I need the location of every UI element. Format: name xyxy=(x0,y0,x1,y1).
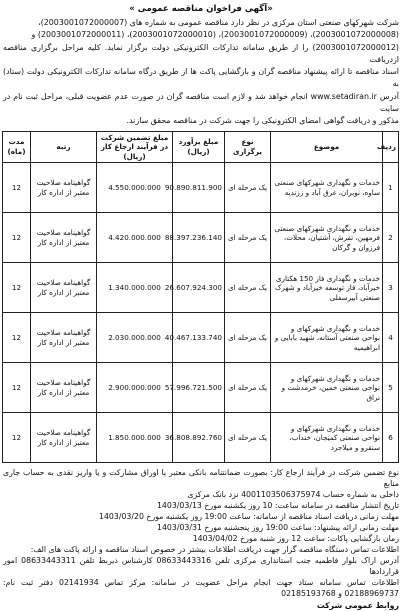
cell-subject: خدمات و نگهداری فاز 150 هکتاری خیرآباد، فاز توسعه خیرآباد و شهرک صنعتی آبیرسفلی xyxy=(271,263,383,313)
header-guarantee: مبلغ تضمین شرکت در فرآیند ارجاع کار (ریال) xyxy=(97,131,173,163)
header-method: نوع برگزاری xyxy=(225,131,271,163)
cell-estimate: 88.397.236.140 xyxy=(173,213,225,263)
note-line: نوع تضمین شرکت در فرآیند ارجاع کار: بصورت ضمانتنامه بانکی معتبر یا اوراق مشارکت و یا واریز نقدی به حساب جاری منابع xyxy=(3,468,399,489)
cell-estimate: 57.996.721.500 xyxy=(173,363,225,413)
cell-rank: گواهینامه صلاحیت معتبر از اداره کار xyxy=(31,413,97,463)
note-line: آدرس اراک بلوار فاطمیه جنب استانداری مرکزی تلفن 08633443316 کارشناس ذیربط تلفن 08633443311 امور قراردادها xyxy=(3,556,399,577)
note-line: داخلی به شماره حساب 4001103506375974 نزد بانک مرکزی xyxy=(187,490,399,500)
cell-row: 2 xyxy=(383,213,399,263)
intro-line: آدرس www.setadiran.ir انجام خواهد شد و لازم است مناقصه گران در صورت عدم عضویت قبلی، مراحل ثبت نام در سایت xyxy=(3,91,399,114)
header-duration: مدت (ماه) xyxy=(3,131,31,163)
header-estimate: مبلغ برآورد (ریال) xyxy=(173,131,225,163)
table-row xyxy=(3,313,399,363)
cell-estimate: 90.890.811.900 xyxy=(173,163,225,213)
note-line: اطلاعات تماس دستگاه مناقصه گزار جهت دریافت اطلاعات بیشتر در خصوص اسناد مناقصه و ارائه پاکت های الف: xyxy=(30,545,399,555)
cell-method: یک مرحله ای xyxy=(225,363,271,413)
cell-row: 3 xyxy=(383,263,399,313)
footer-signature: روابط عمومی شرکت xyxy=(316,601,399,611)
intro-line: (2003001072000008)، (2003001072000009)، (2003001072000010)، (2003001072000011) و xyxy=(31,30,399,40)
intro-line: (2003001072000012) را از طریق سامانه تدارکات الکترونیکی دولت برگزار نماید. کلیه مراحل برگزاری مناقصه ازدریافت xyxy=(3,42,399,64)
cell-method: یک مرحله ای xyxy=(225,413,271,463)
intro-line: مذکور و دریافت گواهی امضای الکترونیکی را جهت شرکت در مناقصه محقق سازند. xyxy=(126,116,399,126)
cell-duration: 12 xyxy=(3,413,31,463)
cell-rank: گواهینامه صلاحیت معتبر از اداره کار xyxy=(31,163,97,213)
cell-rank: گواهینامه صلاحیت معتبر از اداره کار xyxy=(31,263,97,313)
cell-guarantee: 2.030.000.000 xyxy=(97,313,173,363)
cell-guarantee: 1.340.000.000 xyxy=(97,263,173,313)
cell-subject: خدمات و نگهداری شهرکهای صنعتی ساوه، نوبران، غرق آباد و زرندیه xyxy=(271,163,383,213)
cell-duration: 12 xyxy=(3,363,31,413)
header-subject: موضوع xyxy=(271,131,383,163)
cell-subject: خدمات و نگهداری شهرکهای و نواحی صنعتی کمیجان، خنداب، سنقرو و میلاجرد xyxy=(271,413,383,463)
intro-line: شرکت شهرکهای صنعتی استان مرکزی در نظر دارد مناقصه عمومی به شماره های (2003001072000007)، xyxy=(38,18,399,27)
cell-row: 1 xyxy=(383,163,399,213)
cell-method: یک مرحله ای xyxy=(225,213,271,263)
cell-guarantee: 1.850.000.000 xyxy=(97,413,173,463)
cell-subject: خدمات و نگهداری شهرکهای و نواحی صنعتی خمین، خرمدشت و نراق xyxy=(271,363,383,413)
cell-subject: خدمات و نگهداری شهرکهای و نواحی صنعتی آستانه، شهید بابایی و ابراهیمیه xyxy=(271,313,383,363)
cell-duration: 12 xyxy=(3,263,31,313)
cell-subject: خدمات و نگهداری شهرکهای صنعتی فرمهین، تفرش، آشتیان، محلات، فرزوان و گرکان xyxy=(271,213,383,263)
cell-rank: گواهینامه صلاحیت معتبر از اداره کار xyxy=(31,213,97,263)
note-line: زمان بازگشایی پاکات: ساعت 12 روز شنبه مورخ 1403/04/02 xyxy=(192,534,399,544)
cell-method: یک مرحله ای xyxy=(225,163,271,213)
cell-rank: گواهینامه صلاحیت معتبر از اداره کار xyxy=(31,363,97,413)
table-row xyxy=(3,363,399,413)
cell-rank: گواهینامه صلاحیت معتبر از اداره کار xyxy=(31,313,97,363)
table-row xyxy=(3,413,399,463)
cell-guarantee: 4.420.000.000 xyxy=(97,213,173,263)
cell-estimate: 36.808.892.760 xyxy=(173,413,225,463)
cell-guarantee: 4.550.000.000 xyxy=(97,163,173,213)
cell-duration: 12 xyxy=(3,213,31,263)
header-row: ردیف xyxy=(383,131,399,163)
notice-intro xyxy=(3,17,399,128)
cell-method: یک مرحله ای xyxy=(225,263,271,313)
cell-row: 6 xyxy=(383,413,399,463)
table-row xyxy=(3,213,399,263)
cell-duration: 12 xyxy=(3,163,31,213)
tender-table xyxy=(2,131,399,464)
notice-title: «آگهی فراخوان مناقصه عمومی » xyxy=(129,4,273,14)
cell-row: 5 xyxy=(383,363,399,413)
note-line: تاریخ انتشار مناقصه در سامانه ساعت: 10 روز یکشنبه مورخ 1403/03/13 xyxy=(156,501,399,511)
notice-notes xyxy=(3,467,399,611)
cell-duration: 12 xyxy=(3,313,31,363)
table-row xyxy=(3,163,399,213)
cell-estimate: 40.467.133.740 xyxy=(173,313,225,363)
table-row xyxy=(3,263,399,313)
note-line: مهلت زمانی دریافت اسناد مناقصه از سامانه: ساعت 19:00 روز یکشنبه مورخ 1403/03/20 xyxy=(98,512,399,522)
cell-guarantee: 2.900.000.000 xyxy=(97,363,173,413)
header-rank: رتبه xyxy=(31,131,97,163)
cell-row: 4 xyxy=(383,313,399,363)
table-header-row xyxy=(3,131,399,163)
cell-method: یک مرحله ای xyxy=(225,313,271,363)
cell-estimate: 26.607.924.300 xyxy=(173,263,225,313)
note-line: مهلت زمانی ارائه پیشنهاد: ساعت 19:00 روز پنجشنبه مورخ 1403/03/31 xyxy=(157,523,399,533)
tender-notice xyxy=(3,0,399,611)
intro-line: اسناد مناقصه تا ارائه پیشنهاد مناقصه گران و بازگشایی پاکت ها از طریق درگاه سامانه تدارکات الکترونیکی دولت (ستاد) به xyxy=(3,67,399,89)
note-line: اطلاعات تماس سامانه ستاد جهت انجام مراحل عضویت در سامانه: مرکز تماس 02141934 دفتر ثبت نام: 02188969737 و 02185193768 xyxy=(3,578,399,599)
